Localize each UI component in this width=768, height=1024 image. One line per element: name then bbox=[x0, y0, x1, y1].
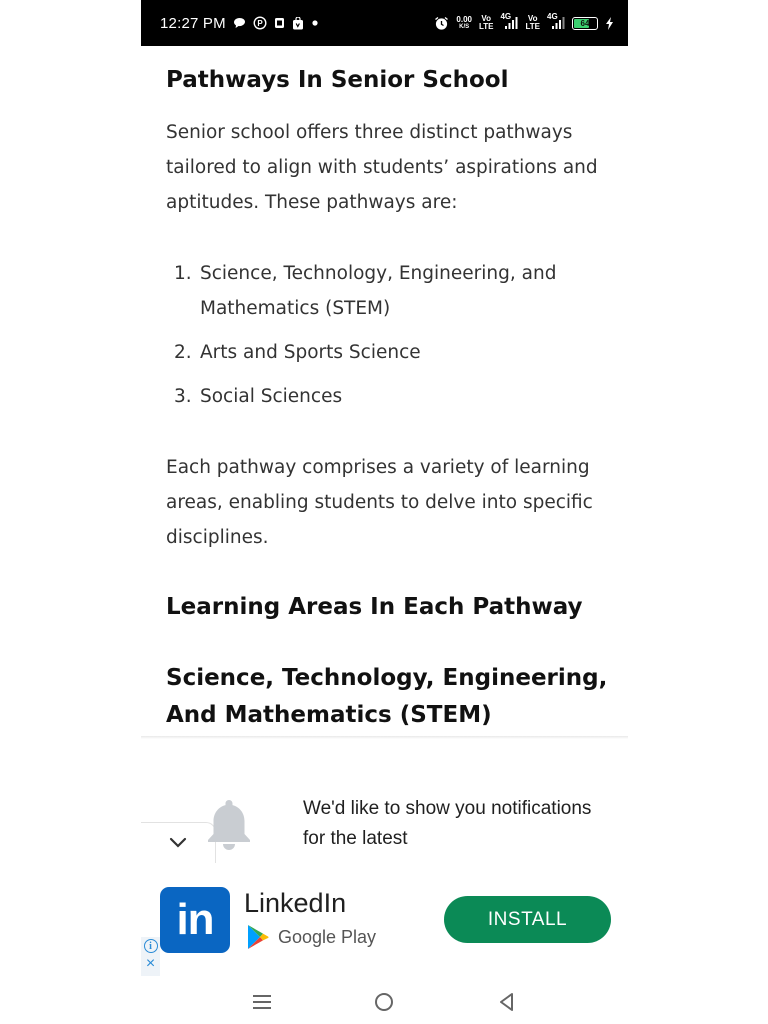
volte-2-top: Vo bbox=[527, 14, 538, 23]
net-speed bbox=[456, 16, 472, 31]
article-content bbox=[166, 46, 611, 734]
ad-close-icon[interactable]: × bbox=[145, 955, 156, 972]
signal-1-icon bbox=[500, 12, 518, 30]
dot-icon bbox=[311, 19, 319, 27]
content-divider bbox=[141, 736, 628, 739]
chevron-down-icon bbox=[168, 837, 188, 849]
ad-app-name[interactable]: LinkedIn bbox=[244, 888, 347, 918]
intro-paragraph: Senior school offers three distinct pathways tailored to align with students’ aspirations and aptitudes. These pathways are: bbox=[166, 122, 598, 213]
list-item bbox=[166, 256, 611, 326]
google-play-icon bbox=[246, 924, 270, 950]
ad-choices bbox=[141, 937, 160, 976]
status-bar bbox=[141, 0, 628, 46]
signal-2-icon bbox=[547, 12, 565, 30]
volte-1-bottom: LTE bbox=[478, 22, 494, 31]
chat-icon bbox=[233, 17, 246, 29]
charging-bolt-icon bbox=[605, 17, 614, 30]
bag-icon bbox=[292, 17, 304, 30]
back-icon[interactable] bbox=[487, 982, 527, 1022]
volte-1-label bbox=[479, 15, 494, 31]
sim-icon bbox=[274, 17, 285, 29]
volte-2-label bbox=[525, 15, 540, 31]
bell-icon bbox=[205, 796, 253, 862]
p-badge-icon bbox=[253, 16, 267, 30]
signal-2-label: 4G bbox=[547, 12, 558, 21]
volte-2-bottom: LTE bbox=[525, 22, 540, 31]
list-item-number: 1. bbox=[174, 263, 192, 284]
battery-icon bbox=[572, 17, 598, 30]
net-speed-value: 0.00 bbox=[456, 14, 472, 24]
ad-store bbox=[246, 924, 376, 950]
alarm-icon bbox=[434, 16, 449, 31]
phone-screen bbox=[141, 0, 628, 1024]
linkedin-logo[interactable]: in bbox=[160, 887, 230, 953]
svg-text:P: P bbox=[257, 19, 263, 28]
volte-1-top: Vo bbox=[481, 14, 492, 23]
home-icon[interactable] bbox=[364, 982, 404, 1022]
list-item-number: 3. bbox=[174, 386, 192, 407]
signal-1-label: 4G bbox=[500, 12, 512, 21]
menu-icon[interactable] bbox=[242, 982, 282, 1022]
list-item-number: 2. bbox=[174, 342, 192, 363]
ad-store-name: Google Play bbox=[278, 926, 377, 947]
list-item-text: Social Sciences bbox=[200, 386, 343, 407]
ad-banner[interactable] bbox=[141, 876, 628, 980]
notification-text: We'd like to show you notifications for the latest bbox=[303, 798, 592, 849]
heading-pathways: Pathways In Senior School bbox=[166, 67, 509, 93]
navigation-bar bbox=[141, 980, 628, 1024]
heading-learning-areas: Learning Areas In Each Pathway bbox=[166, 594, 583, 620]
list-item-text: Science, Technology, Engineering, and Mathematics (STEM) bbox=[200, 263, 557, 319]
pathways-list bbox=[166, 256, 611, 414]
list-item-text: Arts and Sports Science bbox=[200, 342, 421, 363]
status-left bbox=[160, 15, 319, 32]
heading-stem: Science, Technology, Engineering, And Mathematics (STEM) bbox=[166, 665, 608, 728]
list-item bbox=[166, 335, 611, 370]
list-item bbox=[166, 379, 611, 414]
net-speed-unit: K/S bbox=[459, 23, 470, 30]
install-button[interactable]: INSTALL bbox=[444, 896, 611, 943]
status-time: 12:27 PM bbox=[160, 14, 226, 32]
ad-info-icon[interactable]: i bbox=[144, 939, 158, 953]
pathway-description: Each pathway comprises a variety of learning areas, enabling students to delve into specific disciplines. bbox=[166, 457, 593, 548]
battery-level: 64 bbox=[580, 18, 590, 28]
notification-prompt bbox=[141, 740, 628, 870]
status-right bbox=[434, 12, 614, 31]
